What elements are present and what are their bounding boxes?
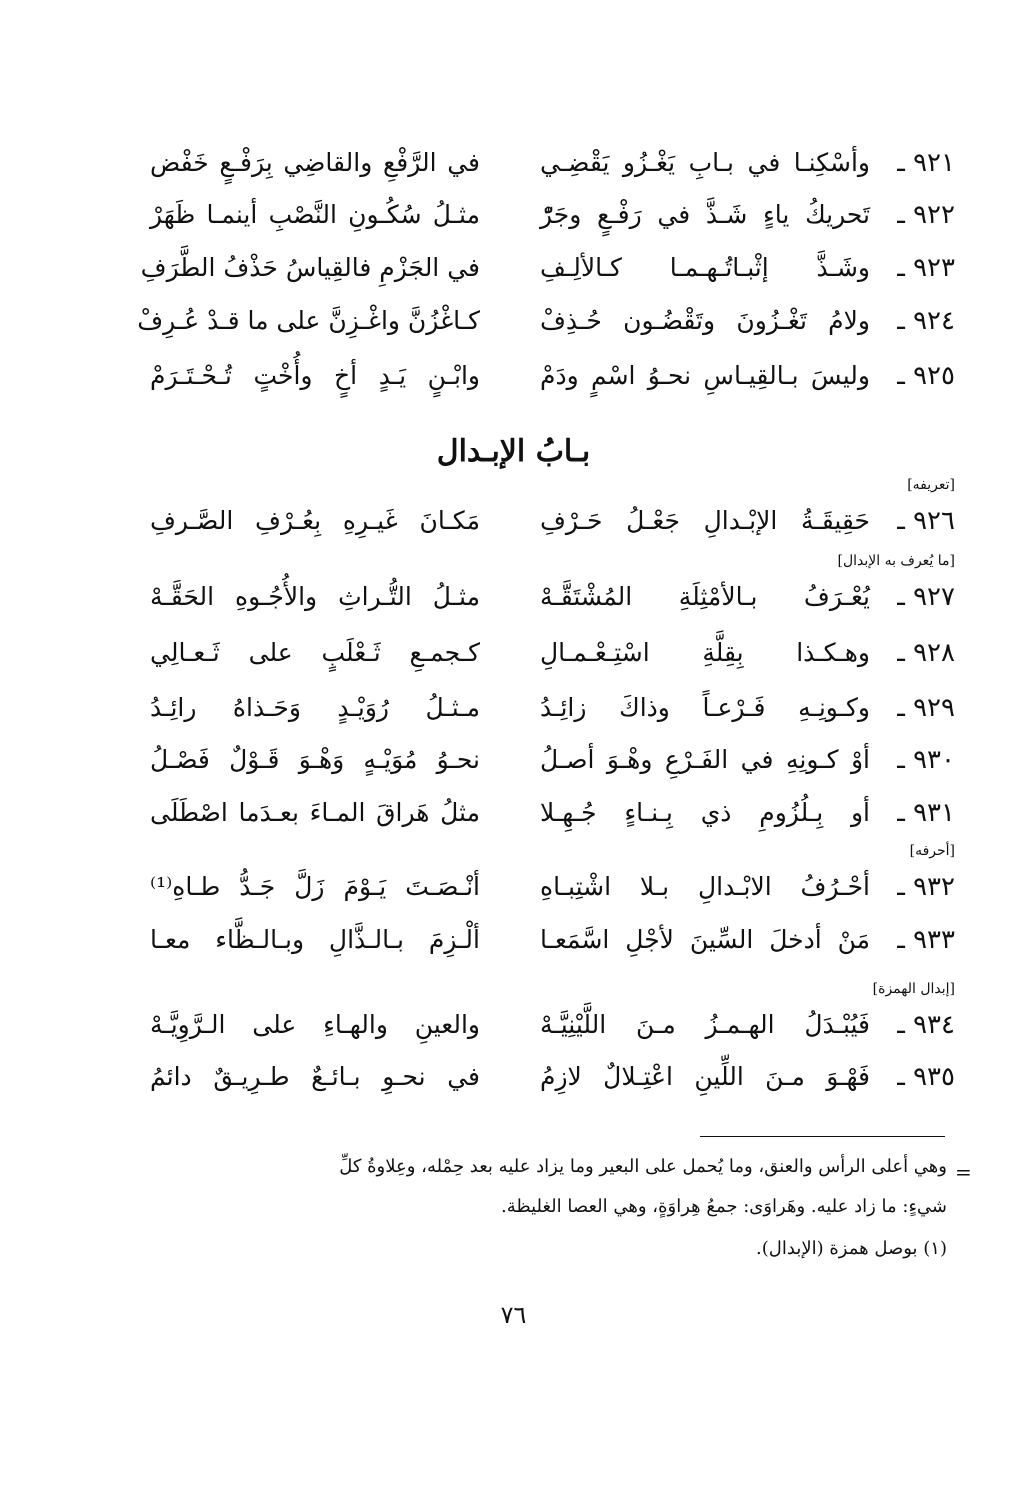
verse-number: ٩٢٢ ـ [897, 200, 955, 230]
verse-first-hemistich: وشَـذَّ إثْبـاتُـهـمـا كـالألِـفِ [540, 253, 870, 282]
margin-note: [تعريفه] [907, 477, 955, 493]
verse-number: ٩٣٥ ـ [897, 1062, 955, 1092]
verse-first-hemistich: يُعْـرَفُ بـالأمْثِلَةِ المُشْتَقَّـهْ [540, 582, 870, 611]
verse-row [150, 628, 955, 678]
verse-first-hemistich: وليسَ بـالقِيـاسِ نحـوُ اسْمٍ ودَمْ [540, 361, 870, 390]
verse-number: ٩٣٠ ـ [897, 745, 955, 775]
section-title: بـابُ الإبـدال [436, 434, 591, 469]
verse-row [150, 477, 955, 546]
verse-number: ٩٢٣ ـ [897, 253, 955, 283]
verse-second-hemistich: في الرَّفْعِ والقاضِي بِرَفْـعٍ خَفْض [150, 148, 480, 177]
verse-first-hemistich: ولامُ تَغْـزُونَ وتَقْضُـون حُـذِفْ [540, 306, 870, 335]
verse-second-hemistich: مثـلُ التُّـراثِ والأُجُـوهِ الحَقَّـهْ [150, 582, 480, 611]
footnote-line: شيءٍ: ما زاد عليه. وهَراوَى: جمعُ هِراوَةٍ، وهي العصا الغليظة. [500, 1196, 947, 1217]
verse-row [150, 553, 955, 622]
verse-second-hemistich: في الجَزْمِ فالقِياسُ حَذْفُ الطَّرَفِ [140, 253, 480, 282]
verse-first-hemistich: فَيُبْـدَلُ الهـمـزُ مـنَ اللَّيْنِيَّـهْ [540, 1010, 870, 1039]
verse-first-hemistich: أو بِـلُزُومِ ذي بِـنـاءٍ جُـهِـلا [540, 798, 870, 827]
verse-second-hemistich: وابْـنٍ يَـدٍ أخٍ وأُخْتٍ تُـحْـتَـرَمْ [150, 361, 480, 390]
verse-second-hemistich: أنْـصَـتَ يَـوْمَ زَلَّ جَـدُّ طـاهِ⁽¹⁾ [150, 872, 480, 901]
margin-note: [أحرفه] [909, 843, 955, 859]
verse-first-hemistich: وكـونِـهِ فَـرْعـاً وذاكَ زائِـدُ [540, 693, 870, 722]
verse-second-hemistich: ألْـزِمَ بـالـذَّالِ وبـالـظَّاء معـا [150, 925, 480, 954]
verse-number: ٩٣٤ ـ [897, 1010, 955, 1040]
footnote-line: وهي أعلى الرأس والعنق، وما يُحمل على البعير وما يزاد عليه بعد حِمْله، وعِلاوةُ كلِّ [339, 1156, 947, 1177]
verse-number: ٩٣١ ـ [897, 798, 955, 828]
verse-second-hemistich: مثلُ هَراقَ المـاءَ بعـدَما اصْطَلَى [150, 798, 480, 827]
verse-first-hemistich: تَحريكُ ياءٍ شَـذَّ في رَفْـعٍ وجَرّْ [540, 200, 870, 229]
verse-row [140, 243, 955, 293]
verse-first-hemistich: أحْـرُفُ الابْـدالِ بـلا اشْتِبـاهِ [540, 872, 870, 901]
verse-number: ٩٢١ ـ [897, 148, 955, 178]
verse-number: ٩٢٨ ـ [897, 638, 955, 668]
margin-note: [إبدال الهمزة] [872, 981, 955, 997]
margin-note: [ما يُعرف به الإبدال] [837, 553, 955, 569]
verse-row [150, 190, 955, 240]
verse-number: ٩٢٧ ـ [897, 582, 955, 612]
footnote-line: (١) بوصل همزة (الإبدال). [756, 1238, 947, 1259]
verse-row [150, 981, 955, 1050]
verse-second-hemistich: كـجمـعِ ثَـعْلَبٍ على ثَـعـالِي [150, 638, 480, 667]
footnote-divider [700, 1136, 945, 1137]
verse-number: ٩٣٢ ـ [897, 872, 955, 902]
verse-number: ٩٢٤ ـ [897, 306, 955, 336]
verse-first-hemistich: فَهْـوَ مـنَ اللِّينِ اعْتِـلالٌ لازِمُ [540, 1062, 870, 1091]
verse-second-hemistich: كـاغْزُنَّ واغْـزِنَّ على ما قـدْ عُـرِفْ [137, 306, 480, 335]
verse-first-hemistich: حَقِيقَـةُ الإبْـدالِ جَعْـلُ حَـرْفِ [540, 506, 870, 535]
verse-row [150, 138, 955, 188]
verse-second-hemistich: مثـلُ سُكُـونِ النَّصْبِ أينمـا ظَهَرْ [150, 200, 480, 229]
verse-first-hemistich: وهـكـذا بِقِلَّةِ اسْتِـعْـمـالِ [540, 638, 870, 667]
verse-number: ٩٢٦ ـ [897, 506, 955, 536]
footnote-continuation-mark: = [955, 1160, 972, 1184]
verse-row [150, 735, 955, 785]
verse-number: ٩٢٥ ـ [897, 361, 955, 391]
verse-row [150, 1052, 955, 1102]
verse-row [150, 915, 955, 965]
verse-second-hemistich: مَكـانَ غَيـرِهِ بِعُـرْفِ الصَّـرفِ [150, 506, 480, 535]
page-number: ٧٦ [500, 1301, 527, 1329]
verse-second-hemistich: في نحـوِ بـائـعٌ طـرِيـقٌ دائمُ [150, 1062, 480, 1091]
verse-second-hemistich: نحـوُ مُوَيْـهٍ وَهْـوَ قَـوْلٌ فَصْـلُ [150, 745, 480, 774]
verse-second-hemistich: والعينِ والهـاءِ على الـرَّوِيَّـهْ [150, 1010, 480, 1039]
verse-row [137, 296, 955, 346]
verse-number: ٩٣٣ ـ [897, 925, 955, 955]
verse-row [150, 683, 955, 733]
verse-row [150, 788, 955, 838]
verse-row [150, 843, 955, 912]
verse-second-hemistich: مـثـلُ رُوَيْـدٍ وَحَـذاهُ رائِـدُ [150, 693, 480, 722]
verse-row [150, 351, 955, 401]
verse-first-hemistich: وأسْكِنـا في بـابِ يَغْـزُو يَقْضِـي [540, 148, 870, 177]
verse-first-hemistich: مَنْ أدخلَ السِّينَ لأجْلِ اسَّمَعـا [540, 925, 870, 954]
verse-number: ٩٢٩ ـ [897, 693, 955, 723]
verse-first-hemistich: أوْ كـونِهِ في الفَـرْعِ وهْـوَ أصـلُ [540, 745, 870, 774]
